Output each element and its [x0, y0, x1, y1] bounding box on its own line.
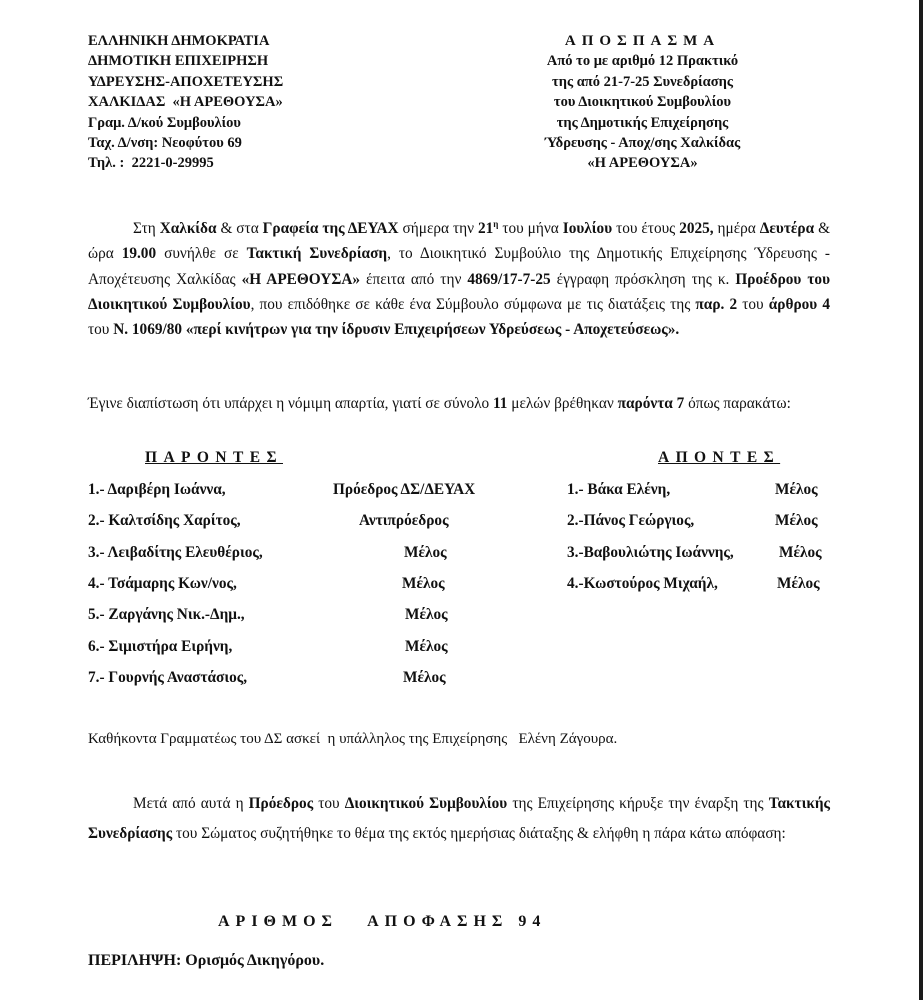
present-member-role: Μέλος [404, 544, 447, 561]
absent-member-name: 2.-Πάνος Γεώργιος, [567, 512, 695, 529]
excerpt-line: του Διοικητικού Συμβουλίου [553, 94, 732, 111]
absent-member-role: Μέλος [777, 575, 820, 592]
absent-member-role: Μέλος [775, 512, 818, 529]
excerpt-line: της Δημοτικής Επιχείρησης [556, 114, 729, 131]
page-edge [919, 0, 923, 1000]
excerpt-block [510, 31, 775, 174]
proceedings-paragraph: Μετά από αυτά η Πρόεδρος του Διοικητικού Συμβουλίου της Επιχείρησης κήρυξε την έναρξη της Τακτικής Συνεδρίασης του Σώματος συζητήθηκε το θέμα της εκτός ημερήσιας διάταξης & ελήφθη η πάρα κάτω απόφαση: [88, 795, 830, 842]
present-member-role: Μέλος [402, 575, 445, 592]
excerpt-line: Από το με αριθμό 12 Πρακτικό [546, 53, 739, 70]
present-member-role: Μέλος [405, 606, 448, 623]
present-member-name: 5.- Ζαργάνης Νικ.-Δημ., [88, 606, 245, 623]
absent-member-name: 1.- Βάκα Ελένη, [567, 481, 671, 498]
issuer-line: ΧΑΛΚΙΔΑΣ «Η ΑΡΕΘΟΥΣΑ» [88, 94, 283, 111]
issuer-line: ΥΔΡΕΥΣΗΣ-ΑΠΟΧΕΤΕΥΣΗΣ [88, 73, 284, 90]
present-member-role: Αντιπρόεδρος [359, 512, 449, 529]
absent-member-name: 3.-Βαβουλιώτης Ιωάννης, [567, 544, 734, 561]
present-member-name: 3.- Λειβαδίτης Ελευθέριος, [88, 544, 263, 561]
excerpt-line: Ύδρευσης - Αποχ/σης Χαλκίδας [544, 135, 741, 152]
meeting-intro-paragraph: Στη Χαλκίδα & στα Γραφεία της ΔΕΥΑΧ σήμερα την $21^\eta$ του μήνα Ιουλίου του έτους 2025, ημέρα Δευτέρα & ώρα 19.00 συνήλθε σε Τακτική Συνεδρίαση, το Διοικητικό Συμβούλιο της Δημοτικής Επιχείρησης Ύδρευσης - Αποχέτευσης Χαλκίδας «Η ΑΡΕΘΟΥΣΑ» έπειτα από την 4869/17-7-25 έγγραφη πρόσκληση της κ. Προέδρου του Διοικητικού Συμβουλίου, που επιδόθηκε σε κάθε ένα Σύμβουλο σύμφωνα με τις διατάξεις της παρ. 2 του άρθρου 4 του Ν. 1069/80 «περί κινήτρων για την ίδρυσιν Επιχειρήσεων Υδρεύσεως - Αποχετεύσεως». [88, 219, 831, 339]
excerpt-line: «Η ΑΡΕΘΟΥΣΑ» [587, 155, 698, 172]
present-member-role: Μέλος [403, 669, 446, 686]
excerpt-title: ΑΠΟΣΠΑΣΜΑ [564, 33, 721, 49]
absent-member-name: 4.-Κωστούρος Μιχαήλ, [567, 575, 718, 592]
issuer-line: ΕΛΛΗΝΙΚΗ ΔΗΜΟΚΡΑΤΙΑ [88, 33, 270, 49]
issuer-line: Τηλ. : 2221-0-29995 [88, 155, 214, 172]
present-member-role: Πρόεδρος ΔΣ/ΔΕΥΑΧ [333, 481, 476, 498]
present-member-name: 2.- Καλτσίδης Χαρίτος, [88, 512, 241, 529]
present-member-name: 6.- Σιμιστήρα Ειρήνη, [88, 638, 233, 655]
absent-member-role: Μέλος [775, 481, 818, 498]
issuer-line: ΔΗΜΟΤΙΚΗ ΕΠΙΧΕΙΡΗΣΗ [88, 53, 269, 70]
decision-summary: ΠΕΡΙΛΗΨΗ: Ορισμός Δικηγόρου. [88, 952, 325, 969]
issuer-block [88, 31, 283, 174]
decision-number: ΑΡΙΘΜΟΣ ΑΠΟΦΑΣΗΣ 94 [218, 913, 547, 930]
present-member-role: Μέλος [405, 638, 448, 655]
excerpt-line: της από 21-7-25 Συνεδρίασης [552, 73, 733, 90]
absent-member-role: Μέλος [779, 544, 822, 561]
present-member-name: 4.- Τσάμαρης Κων/νος, [88, 575, 237, 592]
quorum-paragraph: Έγινε διαπίστωση ότι υπάρχει η νόμιμη απαρτία, γιατί σε σύνολο 11 μελών βρέθηκαν παρόντα 7 όπως παρακάτω: [88, 395, 791, 412]
secretary-line: Καθήκοντα Γραμματέως του ΔΣ ασκεί η υπάλληλος της Επιχείρησης Ελένη Ζάγουρα. [88, 731, 618, 747]
issuer-line: Ταχ. Δ/νση: Νεοφύτου 69 [88, 135, 242, 152]
present-heading: ΠΑΡΟΝΤΕΣ [145, 449, 283, 466]
issuer-line: Γραμ. Δ/κού Συμβουλίου [88, 114, 241, 131]
present-member-name: 7.- Γουρνής Αναστάσιος, [88, 669, 248, 686]
present-member-name: 1.- Δαριβέρη Ιωάννα, [88, 481, 226, 498]
absent-heading: ΑΠΟΝΤΕΣ [658, 449, 781, 466]
